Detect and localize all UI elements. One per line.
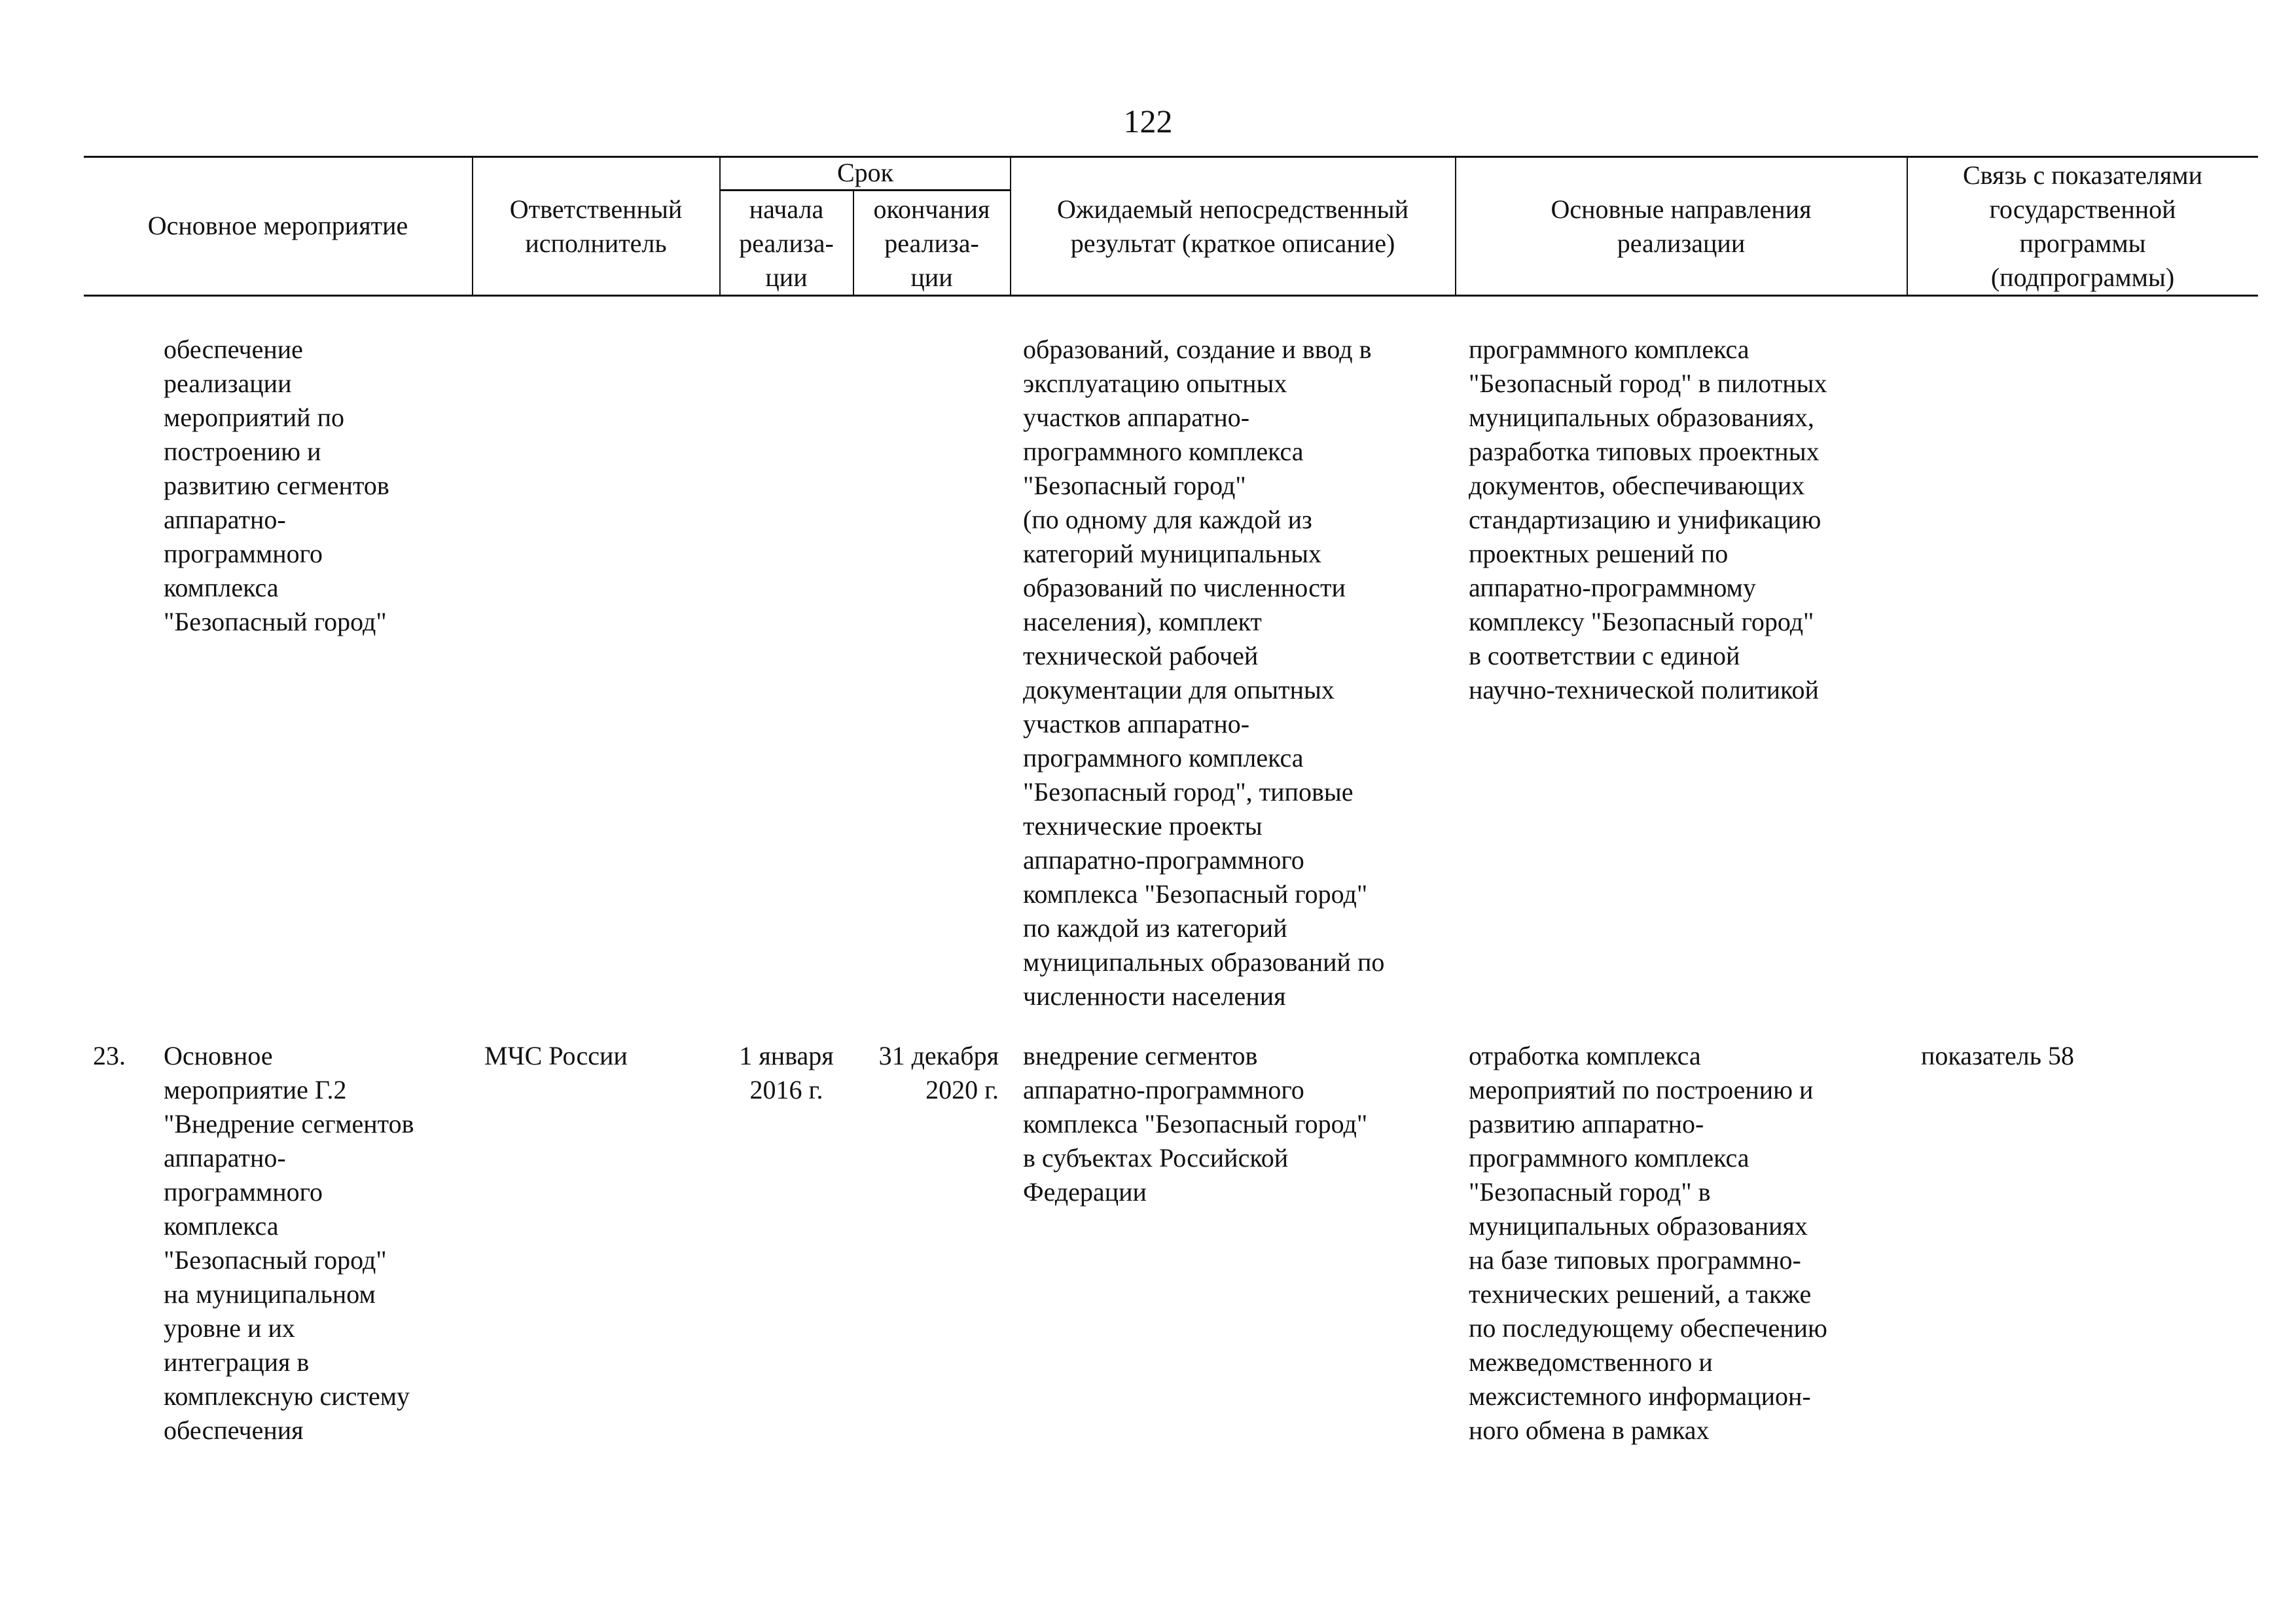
row-2-directions: отработка комплекса мероприятий по построению и развитию аппаратно- программного комплекса "Безопасный город" в муниципальных образованиях на базе типовых программно- технических решений, а также по последующему обеспечению межведомственного и межсистемного информацион- ного обмена в рамках [1469,1041,1827,1445]
row-2-expected-result: внедрение сегментов аппаратно-программного комплекса "Безопасный город" в субъектах Российской Федерации [1023,1041,1368,1207]
table-header-bottom-rule [84,295,2258,297]
header-term-end: окончания реализа- ции [873,194,990,292]
row-2-responsible: МЧС России [484,1041,628,1070]
page-number: 122 [1123,103,1173,139]
header-indicators: Связь с показателями государственной программы (подпрограммы) [1962,160,2203,292]
term-subheader-rule [720,189,1011,191]
header-directions: Основные направления реализации [1551,194,1812,258]
table-top-rule [84,156,2258,158]
header-expected-result: Ожидаемый непосредственный результат (краткое описание) [1056,194,1408,258]
row-2-term-start: 1 января 2016 г. [739,1041,834,1104]
row-1-directions: программного комплекса "Безопасный город" в пилотных муниципальных образованиях, разработка типовых проектных документов, обеспечивающих стандартизацию и унификацию проектных решений по аппаратно-программному комплексу "Безопасный город" в соответствии с единой научно-технической политикой [1469,335,1827,704]
header-main-event: Основное мероприятие [147,211,408,240]
row-1-expected-result: образований, создание и ввод в эксплуатацию опытных участков аппаратно- программного комплекса "Безопасный город" (по одному для каждой из категорий муниципальных образований по численности населения), комплект технической рабочей документации для опытных участков аппаратно- программного комплекса "Безопасный город", типовые технические проекты аппаратно-программного комплекса "Безопасный город" по каждой из категорий муниципальных образований по численности населения [1023,335,1385,1011]
row-2-term-end: 31 декабря 2020 г. [878,1041,999,1104]
row-2-main-event: Основное мероприятие Г.2 "Внедрение сегментов аппаратно- программного комплекса "Безопасный город" на муниципальном уровне и их интеграция в комплексную систему обеспечения [164,1041,414,1445]
header-term-start: начала реализа- ции [739,194,834,292]
row-2-number: 23. [93,1041,126,1070]
row-1-main-event: обеспечение реализации мероприятий по построению и развитию сегментов аппаратно- программного комплекса "Безопасный город" [164,335,389,636]
header-responsible: Ответственный исполнитель [509,194,683,258]
row-2-indicators: показатель 58 [1921,1041,2074,1070]
header-term: Срок [836,158,894,187]
